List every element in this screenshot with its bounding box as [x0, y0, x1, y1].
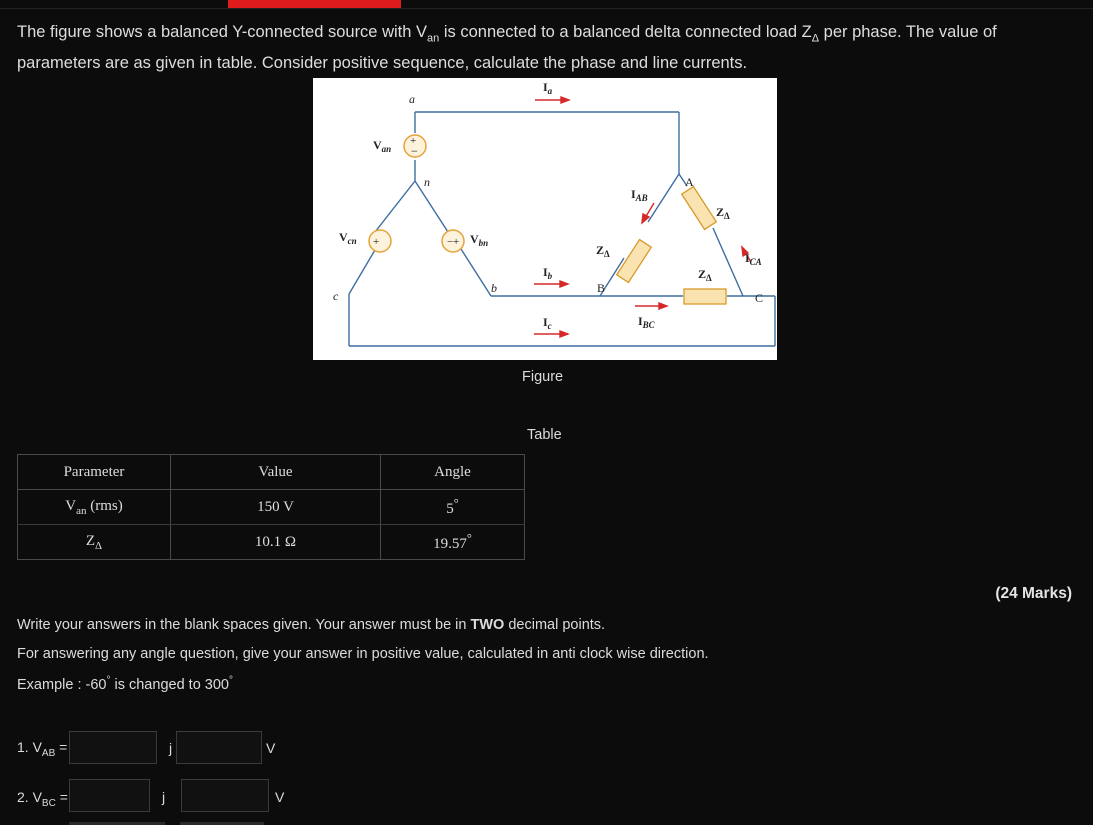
row-value: 10.1 Ω	[171, 525, 381, 560]
table-row	[18, 490, 525, 525]
svg-text:B: B	[597, 281, 606, 295]
svg-text:Vcn: $V_{cn}$	[339, 230, 357, 246]
question-text: The figure shows a balanced Y-connected source with $V_{an}$ is connected to a balanced delta connected load $Z_\Delta$ per phase. The value of parameters are as given in table. Consider positive sequence, calculate the phase and line currents.	[17, 23, 997, 73]
svg-text:−: −	[411, 144, 418, 158]
row-angle: 5°	[381, 490, 525, 525]
vbc-j-label: j	[162, 789, 166, 805]
svg-text:+: +	[453, 236, 460, 248]
circuit-figure	[313, 78, 777, 360]
source-vbn	[442, 230, 464, 252]
svg-text:IBC: $I_{BC}$	[638, 314, 655, 330]
svg-text:b: b	[491, 281, 497, 295]
vab-unit: V	[266, 740, 276, 756]
svg-text:+: +	[410, 135, 417, 147]
svg-text:+: +	[373, 236, 380, 248]
row-param: $V_{an}$ (rms)	[18, 490, 171, 525]
header-value: Value	[171, 455, 381, 490]
svg-text:n: n	[424, 175, 430, 189]
top-divider	[0, 8, 1093, 9]
svg-text:ZΔ: $Z_\Delta$	[596, 243, 610, 259]
svg-text:A: A	[685, 175, 694, 189]
svg-text:ZΔ: $Z_\Delta$	[698, 267, 712, 283]
source-vcn	[369, 230, 391, 252]
svg-text:IAB: $I_{AB}$	[631, 187, 648, 203]
header-parameter: Parameter	[18, 455, 171, 490]
instruction-example: Example : -60° is changed to 300°	[17, 675, 233, 693]
svg-text:c: c	[333, 289, 339, 303]
figure-caption: Figure	[522, 369, 564, 385]
vab-real-input[interactable]	[69, 731, 157, 764]
row-value: 150 V	[171, 490, 381, 525]
active-tab-indicator	[228, 0, 401, 8]
vab-j-label: j	[169, 740, 173, 756]
svg-text:Ia: $I_a$	[543, 80, 553, 96]
table-header-row	[18, 455, 525, 490]
instruction-angle: For answering any angle question, give your answer in positive value, calculated in anti clock wise direction.	[17, 646, 709, 662]
marks-label: (24 Marks)	[995, 585, 1072, 602]
row-param: $Z_\Delta$	[18, 525, 171, 560]
svg-text:Vbn: $V_{bn}$	[470, 232, 489, 248]
row-angle: 19.57°	[381, 525, 525, 560]
load-impedances	[617, 187, 726, 304]
svg-text:−: −	[447, 236, 454, 248]
svg-text:Ib: $I_b$	[543, 265, 553, 281]
svg-text:C: C	[755, 291, 764, 305]
parameter-table	[17, 454, 525, 560]
table-caption: Table	[527, 427, 562, 443]
svg-text:a: a	[409, 92, 415, 106]
table-row	[18, 525, 525, 560]
vbc-imag-input[interactable]	[181, 779, 269, 812]
svg-text:Van: $V_{an}$	[373, 138, 392, 154]
vab-imag-input[interactable]	[176, 731, 262, 764]
answer-label-vab: 1. $V_{AB}$ =	[17, 739, 68, 759]
instruction-decimal: Write your answers in the blank spaces given. Your answer must be in TWO decimal points.	[17, 617, 606, 633]
svg-text:Ic: $I_c$	[543, 315, 552, 331]
vbc-unit: V	[275, 789, 285, 805]
source-van	[404, 135, 426, 158]
svg-text:ZΔ: $Z_\Delta$	[716, 205, 730, 221]
header-angle: Angle	[381, 455, 525, 490]
vbc-real-input[interactable]	[69, 779, 150, 812]
answer-label-vbc: 2. $V_{BC}$ =	[17, 789, 68, 809]
svg-text:ICA: $I_{CA}$	[745, 251, 762, 267]
